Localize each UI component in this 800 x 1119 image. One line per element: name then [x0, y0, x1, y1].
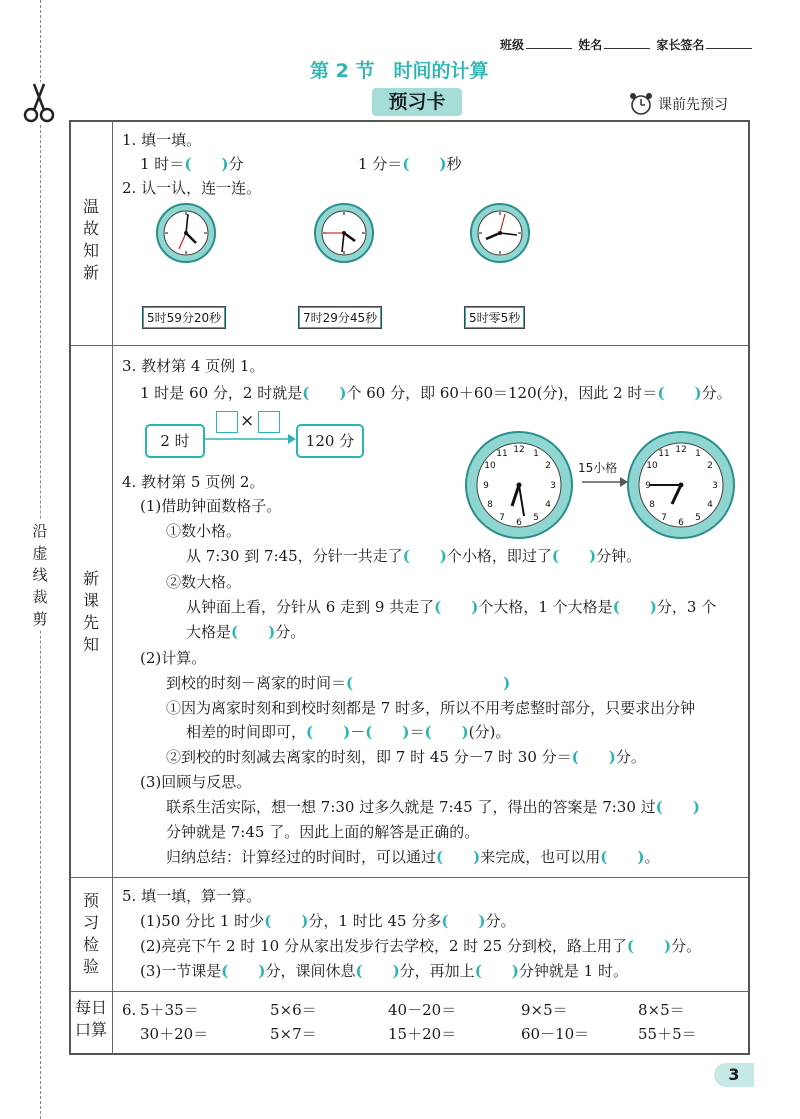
q4-text: 大格是: [186, 623, 232, 641]
answer-blank[interactable]: ( ): [436, 848, 481, 866]
q4-text: 分。: [275, 623, 306, 641]
q4-formula: [166, 673, 510, 693]
answer-blank[interactable]: ( ): [221, 962, 266, 980]
answer-blank[interactable]: ( ): [655, 798, 700, 816]
row-label-new: [72, 568, 110, 656]
q4-text: 分。: [615, 748, 646, 766]
mental-math-item[interactable]: 5＋35＝: [140, 1001, 199, 1019]
q5-text: (3)一节课是: [140, 962, 222, 980]
cut-char: 虚: [32, 544, 48, 562]
q4-text: 个小格，即过了: [446, 547, 552, 565]
q5-line1: [140, 911, 516, 931]
mental-math-item[interactable]: 8×5＝: [638, 1001, 685, 1019]
time-option[interactable]: 5时59分20秒: [142, 306, 226, 329]
q4-part1a: ①数小格。: [166, 522, 242, 540]
label-char: 新: [82, 569, 99, 588]
svg-text:10: 10: [646, 461, 658, 471]
q4-text: 分，3 个: [656, 598, 717, 616]
q3-title: 3. 教材第 4 页例 1。: [122, 357, 265, 375]
svg-text:9: 9: [645, 481, 651, 491]
clock-icon: [466, 432, 572, 538]
card-title: 预习卡: [372, 88, 462, 116]
cut-char: 线: [32, 566, 48, 584]
clock-icon: [313, 202, 375, 264]
q4-text: (分)。: [468, 723, 511, 741]
answer-blank[interactable]: ( ): [657, 384, 702, 402]
flow-start-box: 2 时: [145, 424, 205, 458]
clock-comparison-figure: [464, 430, 736, 542]
label-char: 新: [82, 263, 99, 282]
svg-text:9: 9: [483, 481, 489, 491]
cut-char: 剪: [32, 610, 48, 628]
answer-blank[interactable]: ( ): [571, 748, 616, 766]
q4-part1b: ②数大格。: [166, 573, 242, 591]
row-label-review: [72, 196, 110, 284]
q5-text: (2)亮亮下午 2 时 10 分从家出发步行去学校，2 时 25 分到校，路上用了: [140, 937, 627, 955]
flow-arrow-icon: [204, 432, 296, 446]
label-char: 习: [82, 913, 99, 932]
class-blank[interactable]: [526, 38, 572, 49]
scissors-icon: [22, 82, 56, 124]
q5-text: 分，课间休息: [265, 962, 356, 980]
label-char: 知: [82, 635, 99, 654]
mental-math-item[interactable]: 30＋20＝: [140, 1025, 209, 1043]
answer-blank[interactable]: ( ): [612, 598, 657, 616]
q4-part3-line3: [166, 847, 659, 867]
clock-figure-label: 15小格: [578, 461, 618, 475]
q3-line: [140, 383, 732, 403]
q4-part2a-line2: [186, 722, 510, 742]
q4-text: 归纳总结：计算经过的时间时，可以通过: [166, 848, 437, 866]
q5-text: 分。: [671, 937, 702, 955]
q5-line2: [140, 936, 701, 956]
answer-blank[interactable]: ( ): [302, 384, 347, 402]
clock-icon: [628, 432, 734, 538]
class-label: 班级: [500, 38, 525, 52]
answer-blank[interactable]: ( ): [441, 912, 486, 930]
time-option[interactable]: 7时29分45秒: [298, 306, 382, 329]
q4-part3-line1: [166, 797, 700, 817]
q4-part1b-line2: [186, 622, 305, 642]
svg-text:12: 12: [513, 445, 525, 455]
mental-math-item[interactable]: 5×7＝: [270, 1025, 317, 1043]
section-title: 第 2 节 时间的计算: [310, 60, 489, 82]
flow-end-box: 120 分: [296, 424, 364, 458]
answer-blank[interactable]: ( ): [551, 547, 597, 565]
label-char: 检: [82, 935, 99, 954]
svg-text:3: 3: [712, 481, 718, 491]
clock-icon: [155, 202, 217, 264]
flow-blank-square[interactable]: [216, 411, 238, 433]
svg-text:7: 7: [661, 513, 667, 523]
q3-text: 1 时是 60 分，2 时就是: [140, 384, 303, 402]
q4-text: 。: [644, 848, 660, 866]
name-blank[interactable]: [604, 38, 650, 49]
svg-text:4: 4: [707, 500, 713, 510]
q5-line3: [140, 961, 628, 981]
label-char: 课: [82, 591, 99, 610]
minus-sign: －: [350, 723, 366, 741]
answer-blank[interactable]: ( ): [600, 848, 645, 866]
q4-text: 来完成，也可以用: [480, 848, 601, 866]
q3-text: 分。: [701, 384, 732, 402]
q1-b-text: 1 分＝: [358, 155, 403, 173]
time-option[interactable]: 5时零5秒: [464, 306, 525, 329]
q4-part3: (3)回顾与反思。: [140, 773, 252, 791]
q1-line-b: [358, 154, 462, 174]
label-char: 温: [82, 197, 99, 216]
label-line: 每日: [74, 998, 107, 1017]
q5-text: 分钟就是 1 时。: [518, 962, 628, 980]
label-line: 口算: [74, 1020, 107, 1039]
q4-part1b-line1: [186, 597, 716, 617]
q4-part3-line2: 分钟就是 7:45 了。因此上面的解答是正确的。: [166, 823, 480, 841]
q4-text: 从 7:30 到 7:45，分针一共走了: [186, 547, 403, 565]
label-char: 故: [82, 219, 99, 238]
q1-line-a: [140, 154, 244, 174]
answer-blank[interactable]: ( ): [402, 155, 447, 173]
svg-text:11: 11: [658, 449, 670, 459]
q1-b-unit: 秒: [446, 155, 462, 173]
mental-math-item[interactable]: 55＋5＝: [638, 1025, 697, 1043]
answer-blank[interactable]: ( ): [184, 155, 229, 173]
label-char: 验: [82, 957, 99, 976]
name-label: 姓名: [578, 38, 603, 52]
page-number: 3: [714, 1063, 754, 1087]
answer-blank[interactable]: ( ): [231, 623, 276, 641]
svg-text:12: 12: [675, 445, 687, 455]
answer-blank[interactable]: ( ): [365, 723, 410, 741]
row-divider: [70, 345, 749, 346]
q4-text: 相差的时间即可，: [186, 723, 307, 741]
parent-signature-blank[interactable]: [706, 38, 752, 49]
q3-text: 个 60 分，即 60＋60＝120(分)，因此 2 时＝: [346, 384, 658, 402]
row-label-daily: [70, 997, 112, 1041]
q5-text: (1)50 分比 1 时少: [140, 912, 265, 930]
svg-text:8: 8: [487, 500, 493, 510]
q4-part1: (1)借助钟面数格子。: [140, 497, 282, 515]
q4-text: ②到校的时刻减去离家的时刻，即 7 时 45 分－7 时 30 分＝: [166, 748, 572, 766]
svg-text:3: 3: [550, 481, 556, 491]
q1-a-unit: 分: [228, 155, 244, 173]
svg-text:2: 2: [707, 461, 713, 471]
mental-math-item[interactable]: 40－20＝: [388, 1001, 457, 1019]
cut-char: 沿: [32, 522, 48, 540]
q4-part2b: [166, 747, 646, 767]
preview-tag: 课前先预习: [658, 97, 728, 113]
alarm-clock-icon: [628, 91, 654, 117]
answer-blank[interactable]: ( ): [424, 723, 469, 741]
row-divider: [70, 991, 749, 992]
svg-text:4: 4: [545, 500, 551, 510]
q5-text: 分。: [485, 912, 516, 930]
svg-text:6: 6: [678, 518, 684, 528]
answer-blank[interactable]: ( ): [306, 723, 351, 741]
answer-blank[interactable]: ( ): [402, 547, 447, 565]
svg-text:10: 10: [484, 461, 496, 471]
answer-blank[interactable]: ( ): [355, 962, 400, 980]
answer-blank[interactable]: ( ): [626, 937, 672, 955]
clock-icon: [469, 202, 531, 264]
label-char: 预: [82, 891, 99, 910]
svg-text:1: 1: [695, 449, 701, 459]
q4-part1a-line: [186, 546, 641, 566]
parent-signature-label: 家长签名: [656, 38, 705, 52]
equals-sign: ＝: [409, 723, 425, 741]
student-info-line: [500, 36, 754, 53]
cut-char: 裁: [32, 588, 48, 606]
q5-text: 分，再加上: [399, 962, 475, 980]
q4-part2: (2)计算。: [140, 649, 207, 667]
mental-math-item[interactable]: 60－10＝: [521, 1025, 590, 1043]
cut-instruction: [26, 520, 54, 630]
q6-number: 6.: [122, 1001, 137, 1019]
label-char: 知: [82, 241, 99, 260]
label-column-divider: [112, 121, 113, 1054]
svg-text:2: 2: [545, 461, 551, 471]
svg-text:5: 5: [533, 513, 539, 523]
q4-title: 4. 教材第 5 页例 2。: [122, 473, 265, 491]
q2-title: 2. 认一认，连一连。: [122, 179, 262, 197]
q4-text: 从钟面上看，分针从 6 走到 9 共走了: [186, 598, 435, 616]
times-sign: ×: [240, 411, 255, 431]
mental-math-item[interactable]: 5×6＝: [270, 1001, 317, 1019]
q4-text: 联系生活实际，想一想 7:30 过多久就是 7:45 了，得出的答案是 7:30 过: [166, 798, 656, 816]
answer-blank[interactable]: ( ): [434, 598, 479, 616]
answer-blank[interactable]: ( ): [474, 962, 519, 980]
q5-title: 5. 填一填，算一算。: [122, 887, 262, 905]
mental-math-item[interactable]: 9×5＝: [521, 1001, 568, 1019]
svg-text:11: 11: [496, 449, 508, 459]
q1-a-text: 1 时＝: [140, 155, 185, 173]
svg-text:8: 8: [649, 500, 655, 510]
flow-blank-square[interactable]: [258, 411, 280, 433]
q4-text: 个大格，1 个大格是: [478, 598, 613, 616]
svg-text:7: 7: [499, 513, 505, 523]
q5-text: 分，1 时比 45 分多: [308, 912, 442, 930]
q1-title: 1. 填一填。: [122, 131, 202, 149]
q4-part2a-line1: ①因为离家时刻和到校时刻都是 7 时多，所以不用考虑整时部分，只要求出分钟: [166, 699, 696, 717]
q4-text: 分钟。: [596, 547, 642, 565]
mental-math-item[interactable]: 15＋20＝: [388, 1025, 457, 1043]
answer-blank[interactable]: ( ): [346, 674, 511, 692]
svg-text:6: 6: [516, 518, 522, 528]
row-divider: [70, 877, 749, 878]
label-char: 先: [82, 613, 99, 632]
row-label-check: [72, 890, 110, 978]
svg-text:1: 1: [533, 449, 539, 459]
q4-text: 到校的时刻－离家的时间＝: [166, 674, 347, 692]
svg-text:5: 5: [695, 513, 701, 523]
answer-blank[interactable]: ( ): [264, 912, 309, 930]
